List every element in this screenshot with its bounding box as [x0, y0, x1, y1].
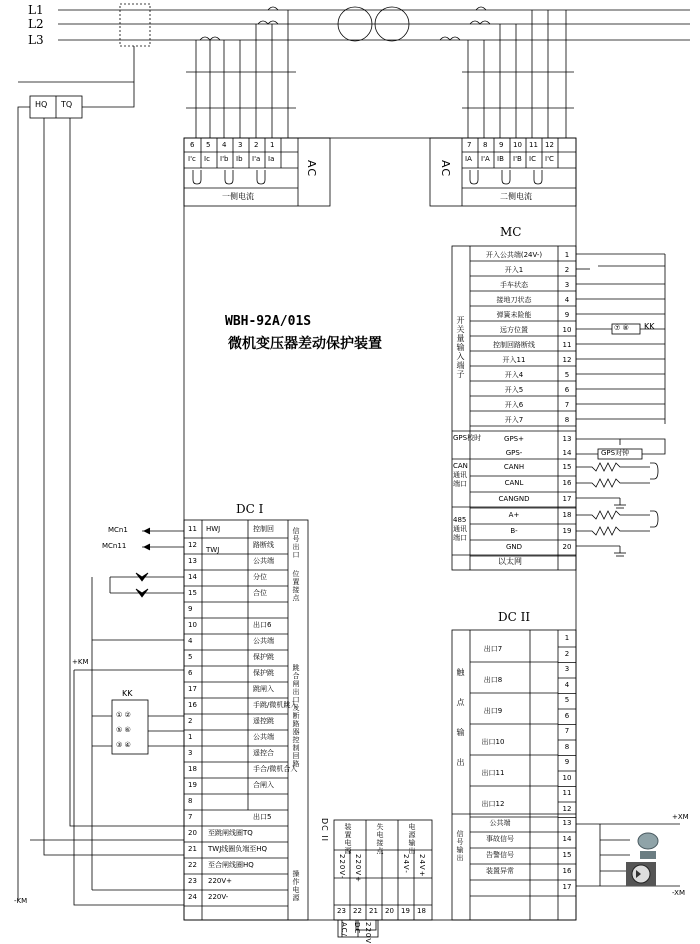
mc-row-label: 开入公共端(24V-) [485, 251, 543, 259]
mc-row-label: 远方位置 [500, 326, 528, 334]
dc2-num: 12 [562, 804, 572, 813]
dc1-row-label: 手跳/微机跳入 [253, 701, 298, 709]
ac-right-num-2: 9 [499, 141, 504, 149]
ac-right-label-2: IB [497, 155, 504, 163]
dc2-signal-row-num: 16 [562, 867, 572, 875]
mc-gps-clock: GPS对钟 [601, 449, 630, 457]
dc2b-label: 24V- [402, 854, 410, 874]
ac-left-label-3: Ib [236, 155, 243, 163]
dc1-row-num: 5 [188, 653, 193, 661]
mc-kk-label: KK [644, 322, 655, 331]
ac-left-label-2: I'b [220, 155, 229, 163]
ac-left-num-1: 5 [206, 141, 211, 149]
dc2-num: 3 [564, 665, 570, 673]
dc2b-label: 24V+ [418, 854, 426, 878]
mc-row-label: 开入7 [504, 416, 524, 424]
dc1-row-label: 保护跳 [253, 653, 274, 661]
dc2-signal-row-num: 17 [562, 883, 572, 891]
mc-row-num: 6 [564, 386, 570, 394]
mc-rs-row-label: A+ [508, 511, 520, 519]
mc-row-label: 控制回路断线 [493, 341, 535, 349]
dc2b-acdc-1: DC [353, 922, 361, 935]
dc2b-num: 19 [401, 907, 410, 915]
alarm-bell-icon [638, 833, 658, 859]
dc1-row-label: 遥控跳 [253, 717, 274, 725]
mc-row-num: 11 [562, 341, 572, 349]
dc2-signal-row-label: 装置异常 [486, 867, 514, 875]
dc1-row-label: 至跳闸线圈TQ [208, 829, 253, 837]
dc1-kk-row-0: ① ② [116, 711, 131, 719]
mc-can-row-label: CANH [503, 463, 525, 471]
mc-row-label: 手车状态 [500, 281, 528, 289]
dc2-num: 9 [564, 758, 570, 766]
line-label-l1: L1 [28, 3, 44, 17]
dc1-mcn11: MCn11 [102, 542, 127, 550]
mc-row-num: 7 [564, 401, 570, 409]
dc1-row-label: 遥控合 [253, 749, 274, 757]
dc2-signal-row-num: 13 [562, 819, 572, 827]
dc2b-num: 20 [385, 907, 394, 915]
dc1-twj: TWJ [206, 546, 220, 554]
hq-label: HQ [35, 100, 48, 109]
dc1-row-label: 手合/微机合入 [253, 765, 298, 773]
mc-rs-row-label: B- [510, 527, 518, 535]
dc2-group-label: 触点输出 [456, 668, 465, 788]
dc2b-label: 220V- [338, 854, 346, 880]
ac-right-caption: 二侧电流 [500, 192, 532, 201]
dc2-num: 1 [564, 634, 570, 642]
dc2b-acdc-0: AC/ [340, 922, 348, 937]
dc2-signal-row-num: 15 [562, 851, 572, 859]
dc1-row-num: 14 [188, 573, 197, 581]
dc1-row-label: 220V+ [208, 877, 233, 885]
line-label-l2: L2 [28, 17, 44, 31]
mc-row-label: 开入5 [504, 386, 524, 394]
mc-gps-label: GPS校时 [453, 434, 482, 442]
mc-row-num: 12 [562, 356, 572, 364]
dc1-mcn1: MCn1 [108, 526, 128, 534]
dc1-row-num: 20 [188, 829, 197, 837]
dc1-kk-row-2: ③ ④ [116, 741, 131, 749]
dc1-row-num: 22 [188, 861, 197, 869]
ac-left-num-2: 4 [222, 141, 227, 149]
dc1-row-label: 公共端 [253, 733, 274, 741]
dc1-row-num: 2 [188, 717, 193, 725]
dc1-row-num: 11 [188, 525, 197, 533]
dc1-row-num: 4 [188, 637, 193, 645]
mc-can-label: CAN通讯端口 [453, 462, 468, 488]
dc1-side-trip: 跳合闸出口及断路器控制回路 [292, 664, 300, 768]
dc1-row-num: 9 [188, 605, 193, 613]
dc1-row-num: 24 [188, 893, 197, 901]
mc-row-label: 弹簧未险能 [496, 311, 532, 319]
ac-right-label-0: IA [465, 155, 472, 163]
mc-row-label: 接地刀状态 [496, 296, 532, 304]
ac-left-num-3: 3 [238, 141, 243, 149]
mc-can-row-label: CANGND [498, 495, 530, 503]
dc1-row-label: 合闸入 [253, 781, 274, 789]
dc2-title: DC II [498, 610, 531, 624]
dc1-row-num: 17 [188, 685, 197, 693]
mc-group-label: 开关量输入端子 [456, 316, 465, 379]
dc2b-acdc-2: 220V [364, 922, 372, 944]
dc1-row-num: 10 [188, 621, 197, 629]
mc-title: MC [500, 225, 522, 239]
dc2-num: 6 [564, 711, 570, 720]
mc-row-label: 开入11 [502, 356, 526, 364]
dc2b-num: 21 [369, 907, 378, 915]
mc-row-num: 5 [564, 371, 570, 379]
mc-row-num: 3 [564, 281, 570, 289]
dc1-row-num: 8 [188, 797, 193, 805]
dc2-signal-row-label: 事故信号 [486, 835, 514, 843]
dc2-num: 2 [564, 649, 570, 658]
dc1-minus-km: -KM [14, 897, 28, 905]
dc1-row-label: 出口5 [253, 813, 272, 821]
dc1-row-label: 控制回 [253, 525, 274, 533]
dc1-side-position: 位置接点 [292, 570, 300, 602]
ac-left-label-4: I'a [252, 155, 261, 163]
dc1-row-num: 23 [188, 877, 197, 885]
mc-row-label: 开入6 [504, 401, 524, 409]
device-model: WBH-92A/01S [225, 314, 312, 329]
dc1-title: DC I [236, 502, 264, 516]
dc2-num: 4 [564, 680, 570, 689]
ac-right-num-0: 7 [467, 141, 472, 149]
dc2-signal-row-label: 告警信号 [486, 851, 514, 859]
mc-gps-row-num: 13 [562, 435, 572, 443]
mc-can-row-num: 17 [562, 495, 572, 503]
dc1-row-label: 公共端 [253, 557, 274, 565]
buzzer-icon [626, 862, 656, 886]
ac-right-label-3: I'B [513, 155, 522, 163]
ac-right-num-3: 10 [513, 141, 522, 149]
dc1-row-num: 1 [188, 733, 193, 741]
ac-left-num-4: 2 [254, 141, 259, 149]
dc1-kk-row-1: ⑤ ⑥ [116, 726, 131, 734]
dc2-output-label: 出口7 [483, 645, 503, 653]
ac-right-label-4: IC [529, 155, 536, 163]
mc-row-label: 开入1 [504, 266, 524, 274]
ac-left-label-5: Ia [268, 155, 275, 163]
ac-left-tag: AC [305, 160, 318, 178]
mc-row-num: 2 [564, 266, 570, 274]
mc-row-num: 9 [564, 311, 570, 319]
dc1-row-label: 路断线 [253, 541, 274, 549]
dc2-num: 7 [564, 727, 570, 735]
ac-left-caption: 一侧电流 [222, 192, 254, 201]
dc1-row-num: 19 [188, 781, 197, 789]
mc-gps-row-num: 14 [562, 449, 572, 457]
dc2-signal-row-num: 14 [562, 835, 572, 843]
dc1-row-num: 12 [188, 541, 197, 549]
dc2-output-label: 出口8 [483, 676, 503, 684]
mc-row-num: 4 [564, 296, 570, 304]
mc-rs485-label: 485通讯端口 [453, 516, 467, 542]
dc1-row-num: 16 [188, 701, 197, 709]
mc-can-row-label: CANL [504, 479, 524, 487]
mc-gps-row-label: GPS+ [504, 435, 524, 443]
dc1-kk-label: KK [122, 689, 133, 698]
dc2-num: 11 [562, 789, 572, 797]
mc-row-num: 1 [564, 251, 570, 259]
device-name: 微机变压器差动保护装置 [228, 336, 382, 352]
dc1-row-label: 出口6 [253, 621, 272, 629]
dc1-row-num: 15 [188, 589, 197, 597]
tq-label: TQ [61, 100, 73, 109]
dc1-row-label: 至合闸线圈HQ [208, 861, 254, 869]
mc-can-row-num: 16 [562, 479, 572, 487]
dc1-row-num: 13 [188, 557, 197, 565]
dc1-side-power: 操作电源 [292, 870, 300, 902]
dc2b-title: DC II [320, 818, 329, 843]
dc1-row-label: 跳闸入 [253, 685, 274, 693]
ac-right-label-1: I'A [481, 155, 490, 163]
dc1-side-signal: 信号出口 [292, 527, 300, 559]
mc-rs-row-num: 19 [562, 527, 572, 535]
dc1-row-num: 18 [188, 765, 197, 773]
dc1-row-num: 3 [188, 749, 193, 757]
dc2-signal-row-label: 公共端 [489, 819, 511, 827]
dc1-hwj: HWJ [206, 525, 221, 533]
dc2b-head: 失电接点 [376, 823, 384, 855]
dc2-output-label: 出口12 [481, 800, 505, 808]
line-label-l3: L3 [28, 33, 44, 47]
ac-right-num-1: 8 [483, 141, 488, 149]
ac-left-label-0: I'c [188, 155, 196, 163]
ac-right-num-5: 12 [545, 141, 554, 149]
mc-gps-row-label: GPS- [505, 449, 523, 457]
mc-row-num: 8 [564, 416, 570, 424]
dc2-output-label: 出口9 [483, 707, 503, 715]
mc-rs-row-num: 18 [562, 511, 572, 519]
ac-left-num-0: 6 [190, 141, 195, 149]
dc1-row-num: 7 [188, 813, 193, 821]
dc2-output-label: 出口11 [481, 769, 505, 777]
dc2-num: 5 [564, 696, 570, 704]
dc2b-num: 22 [353, 907, 362, 915]
dc1-row-num: 21 [188, 845, 197, 853]
dc1-row-num: 6 [188, 669, 193, 677]
dc1-row-label: 公共端 [253, 637, 274, 645]
dc1-row-label: 分位 [253, 573, 267, 581]
ac-right-label-5: I'C [545, 155, 554, 163]
dc1-row-label: 合位 [253, 589, 267, 597]
ac-right-num-4: 11 [529, 141, 538, 149]
ac-right-tag: AC [439, 160, 452, 178]
dc1-row-label: 220V- [208, 893, 229, 901]
dc1-plus-km: +KM [72, 658, 89, 666]
dc2-output-label: 出口10 [481, 738, 505, 746]
mc-rs-row-label: GND [505, 543, 523, 551]
dc2-num: 8 [564, 742, 570, 751]
mc-can-row-num: 15 [562, 463, 572, 471]
dc2-signal-label: 信号输出 [456, 830, 464, 862]
mc-rs-row-num: 20 [562, 543, 572, 551]
dc2-num: 10 [562, 773, 572, 782]
dc2b-head: 电源输出 [408, 823, 416, 855]
mc-kk-contact: ⑦ ⑧ [614, 324, 629, 332]
mc-ethernet: 以太网 [498, 557, 522, 566]
dc2b-label: 220V+ [354, 854, 362, 884]
dc2-minus-xm: -XM [672, 889, 686, 897]
dc1-row-label: 保护跳 [253, 669, 274, 677]
ac-left-num-5: 1 [270, 141, 275, 149]
mc-row-label: 开入4 [504, 371, 524, 379]
ac-left-label-1: Ic [204, 155, 210, 163]
dc2b-num: 23 [337, 907, 346, 915]
dc1-row-label: TWJ线圈负端至HQ [208, 845, 268, 853]
dc2-plus-xm: +XM [672, 813, 689, 821]
mc-row-num: 10 [562, 326, 572, 334]
dc2b-head: 装置电源 [344, 823, 352, 855]
dc2b-num: 18 [417, 907, 426, 915]
